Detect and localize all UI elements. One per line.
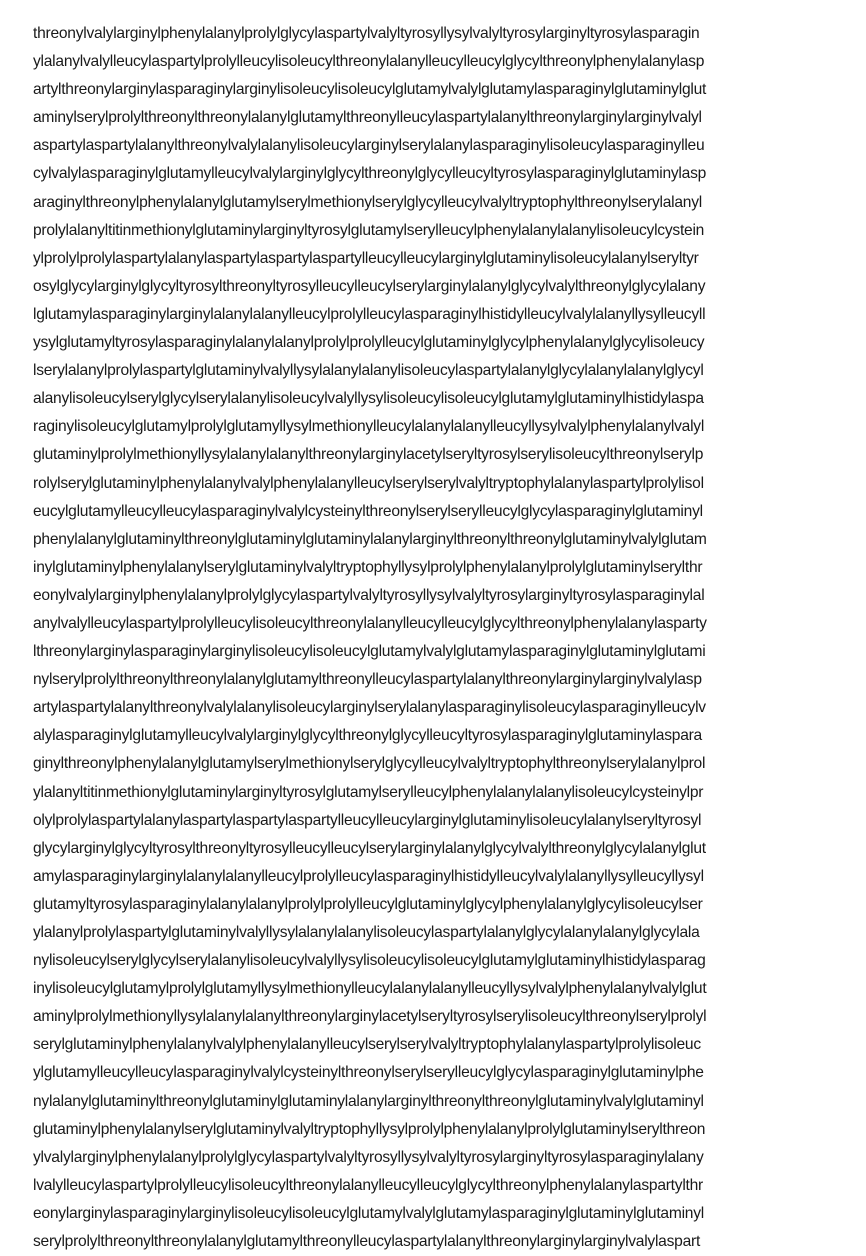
text-line: ylalanylprolylaspartylglutaminylvalyllysylalanylalanylisoleucylaspartylalanylglycylalanylalanylglycylala bbox=[33, 924, 700, 941]
text-line: eucylglutamylleucylleucylasparaginylvalylcysteinylthreonylserylserylleucylglycylasparaginylglutaminyl bbox=[33, 502, 703, 520]
text-line: nylserylprolylthreonylthreonylalanylglutamylthreonylleucylaspartylalanylthreonylarginylarginylvalylasp bbox=[33, 671, 702, 689]
text-line: glutaminylphenylalanylserylglutaminylvalyltryptophyllysylprolylphenylalanylprolylglutaminylserylthreon bbox=[33, 1120, 706, 1138]
text-line: eonylarginylasparaginylarginylisoleucylisoleucylglutamylvalylglutamylasparaginylglutaminylglutaminyl bbox=[33, 1204, 704, 1222]
text-line: aminylprolylmethionyllysylalanylalanylthreonylarginylacetylseryltyrosylserylisoleucylthreonylserylprolyl bbox=[33, 1008, 707, 1026]
text-line: alylasparaginylglutamylleucylvalylarginylglycylthreonylglycylleucyltyrosylasparaginylglutaminylaspara bbox=[33, 727, 702, 745]
text-line: artylaspartylalanylthreonylvalylalanylisoleucylarginylserylalanylasparaginylisoleucylasparaginylleucylv bbox=[33, 699, 706, 717]
text-line: ylalanyltitinmethionylglutaminylarginyltyrosylglutamylserylleucylphenylalanylalanylisoleucylcysteinylpr bbox=[33, 783, 704, 801]
text-line: lthreonylarginylasparaginylarginylisoleucylisoleucylglutamylvalylglutamylasparaginylglutaminylglutami bbox=[33, 643, 706, 661]
text-line: ylprolylprolylaspartylalanylaspartylaspartylaspartylleucylleucylarginylglutaminylisoleucylalanylseryltyr bbox=[33, 249, 699, 267]
text-line: glycylarginylglycyltyrosylthreonyltyrosylleucylleucylserylarginylalanylglycylvalylthreonylglycylalanylglut bbox=[33, 839, 706, 857]
text-line: alanylisoleucylserylglycylserylalanylisoleucylvalyllysylisoleucylisoleucylglutamylglutaminylhistidylaspa bbox=[33, 390, 704, 408]
text-line: aminylserylprolylthreonylthreonylalanylglutamylthreonylleucylaspartylalanylthreonylarginylarginylvalyl bbox=[33, 109, 702, 127]
text-line: olylprolylaspartylalanylaspartylaspartylaspartylleucylleucylarginylglutaminylisoleucylalanylseryltyrosyl bbox=[33, 811, 702, 829]
text-line: artylthreonylarginylasparaginylarginylisoleucylisoleucylglutamylvalylglutamylasparaginylglutaminylglut bbox=[33, 81, 707, 99]
text-line: lglutamylasparaginylarginylalanylalanylleucylprolylleucylasparaginylhistidylleucylvalylalanyllysylleucyll bbox=[33, 305, 706, 323]
text-line: amylasparaginylarginylalanylalanylleucylprolylleucylasparaginylhistidylleucylvalylalanyllysylleucyllysyl bbox=[33, 867, 704, 885]
text-line: lserylalanylprolylaspartylglutaminylvalyllysylalanylalanylisoleucylaspartylalanylglycylalanylalanylglycyl bbox=[33, 362, 704, 380]
text-line: lvalylleucylaspartylprolylleucylisoleucylthreonylalanylleucylleucylglycylthreonylphenylalanylaspartylthr bbox=[33, 1176, 703, 1194]
text-line: osylglycylarginylglycyltyrosylthreonyltyrosylleucylleucylserylarginylalanylglycylvalylthreonylglycylalany bbox=[33, 277, 706, 295]
text-line: prolylalanyltitinmethionylglutaminylarginyltyrosylglutamylserylleucylphenylalanylalanylisoleucylcystein bbox=[33, 221, 705, 239]
text-line: inylglutaminylphenylalanylserylglutaminylvalyltryptophyllysylprolylphenylalanylprolylglutaminylserylthr bbox=[33, 558, 703, 576]
text-line: ylalanylvalylleucylaspartylprolylleucylisoleucylthreonylalanylleucylleucylglycylthreonylphenylalanylasp bbox=[33, 53, 705, 71]
text-line: anylvalylleucylaspartylprolylleucylisoleucylthreonylalanylleucylleucylglycylthreonylphenylalanylasparty bbox=[33, 614, 707, 632]
text-line: cylvalylasparaginylglutamylleucylvalylarginylglycylthreonylglycylleucyltyrosylasparaginylglutaminylasp bbox=[33, 165, 707, 183]
text-line: nylalanylglutaminylthreonylglutaminylglutaminylalanylarginylthreonylthreonylglutaminylvalylglutaminyl bbox=[33, 1092, 704, 1110]
text-line: glutamyltyrosylasparaginylalanylalanylprolylprolylleucylglutaminylglycylphenylalanylglycylisoleucylser bbox=[33, 895, 703, 913]
text-line: ylvalylarginylphenylalanylprolylglycylaspartylvalyltyrosyllysylvalyltyrosylarginyltyrosylasparaginylalany bbox=[33, 1148, 704, 1166]
text-line: raginylisoleucylglutamylprolylglutamyllysylmethionylleucylalanylalanylleucyllysylvalylphenylalanylvalyl bbox=[33, 418, 705, 436]
text-line: ysylglutamyltyrosylasparaginylalanylalanylprolylprolylleucylglutaminylglycylphenylalanylglycylisoleucy bbox=[33, 334, 705, 352]
text-line: eonylvalylarginylphenylalanylprolylglycylaspartylvalyltyrosyllysylvalyltyrosylarginyltyrosylasparaginylal bbox=[33, 586, 705, 604]
text-line: glutaminylprolylmethionyllysylalanylalanylthreonylarginylacetylseryltyrosylserylisoleucylthreonylserylp bbox=[33, 446, 704, 464]
text-line: serylprolylthreonylthreonylalanylglutamylthreonylleucylaspartylalanylthreonylarginylarginylvalylaspart bbox=[33, 1233, 701, 1251]
text-line: ylglutamylleucylleucylasparaginylvalylcysteinylthreonylserylserylleucylglycylasparaginylglutaminylphe bbox=[33, 1064, 704, 1082]
text-line: rolylserylglutaminylphenylalanylvalylphenylalanylleucylserylserylvalyltryptophylalanylaspartylprolylisol bbox=[33, 474, 704, 492]
text-line: araginylthreonylphenylalanylglutamylserylmethionylserylglycylleucylvalyltryptophylthreonylserylalanyl bbox=[33, 193, 702, 211]
text-line: serylglutaminylphenylalanylvalylphenylalanylleucylserylserylvalyltryptophylalanylaspartylprolylisoleuc bbox=[33, 1036, 701, 1054]
text-line: inylisoleucylglutamylprolylglutamyllysylmethionylleucylalanylalanylleucyllysylvalylphenylalanylvalylglut bbox=[33, 980, 707, 998]
text-line: ginylthreonylphenylalanylglutamylserylmethionylserylglycylleucylvalyltryptophylthreonylserylalanylprol bbox=[33, 755, 706, 773]
chemical-name-text-block bbox=[33, 20, 843, 1256]
text-line: nylisoleucylserylglycylserylalanylisoleucylvalyllysylisoleucylisoleucylglutamylglutaminylhistidylasparag bbox=[33, 952, 706, 970]
text-line: aspartylaspartylalanylthreonylvalylalanylisoleucylarginylserylalanylasparaginylisoleucylasparaginylleu bbox=[33, 137, 705, 155]
text-line: threonylvalylarginylphenylalanylprolylglycylaspartylvalyltyrosyllysylvalyltyrosylarginyltyrosylasparagin bbox=[33, 25, 700, 42]
text-line: phenylalanylglutaminylthreonylglutaminylglutaminylalanylarginylthreonylthreonylglutaminylvalylglutam bbox=[33, 530, 707, 548]
